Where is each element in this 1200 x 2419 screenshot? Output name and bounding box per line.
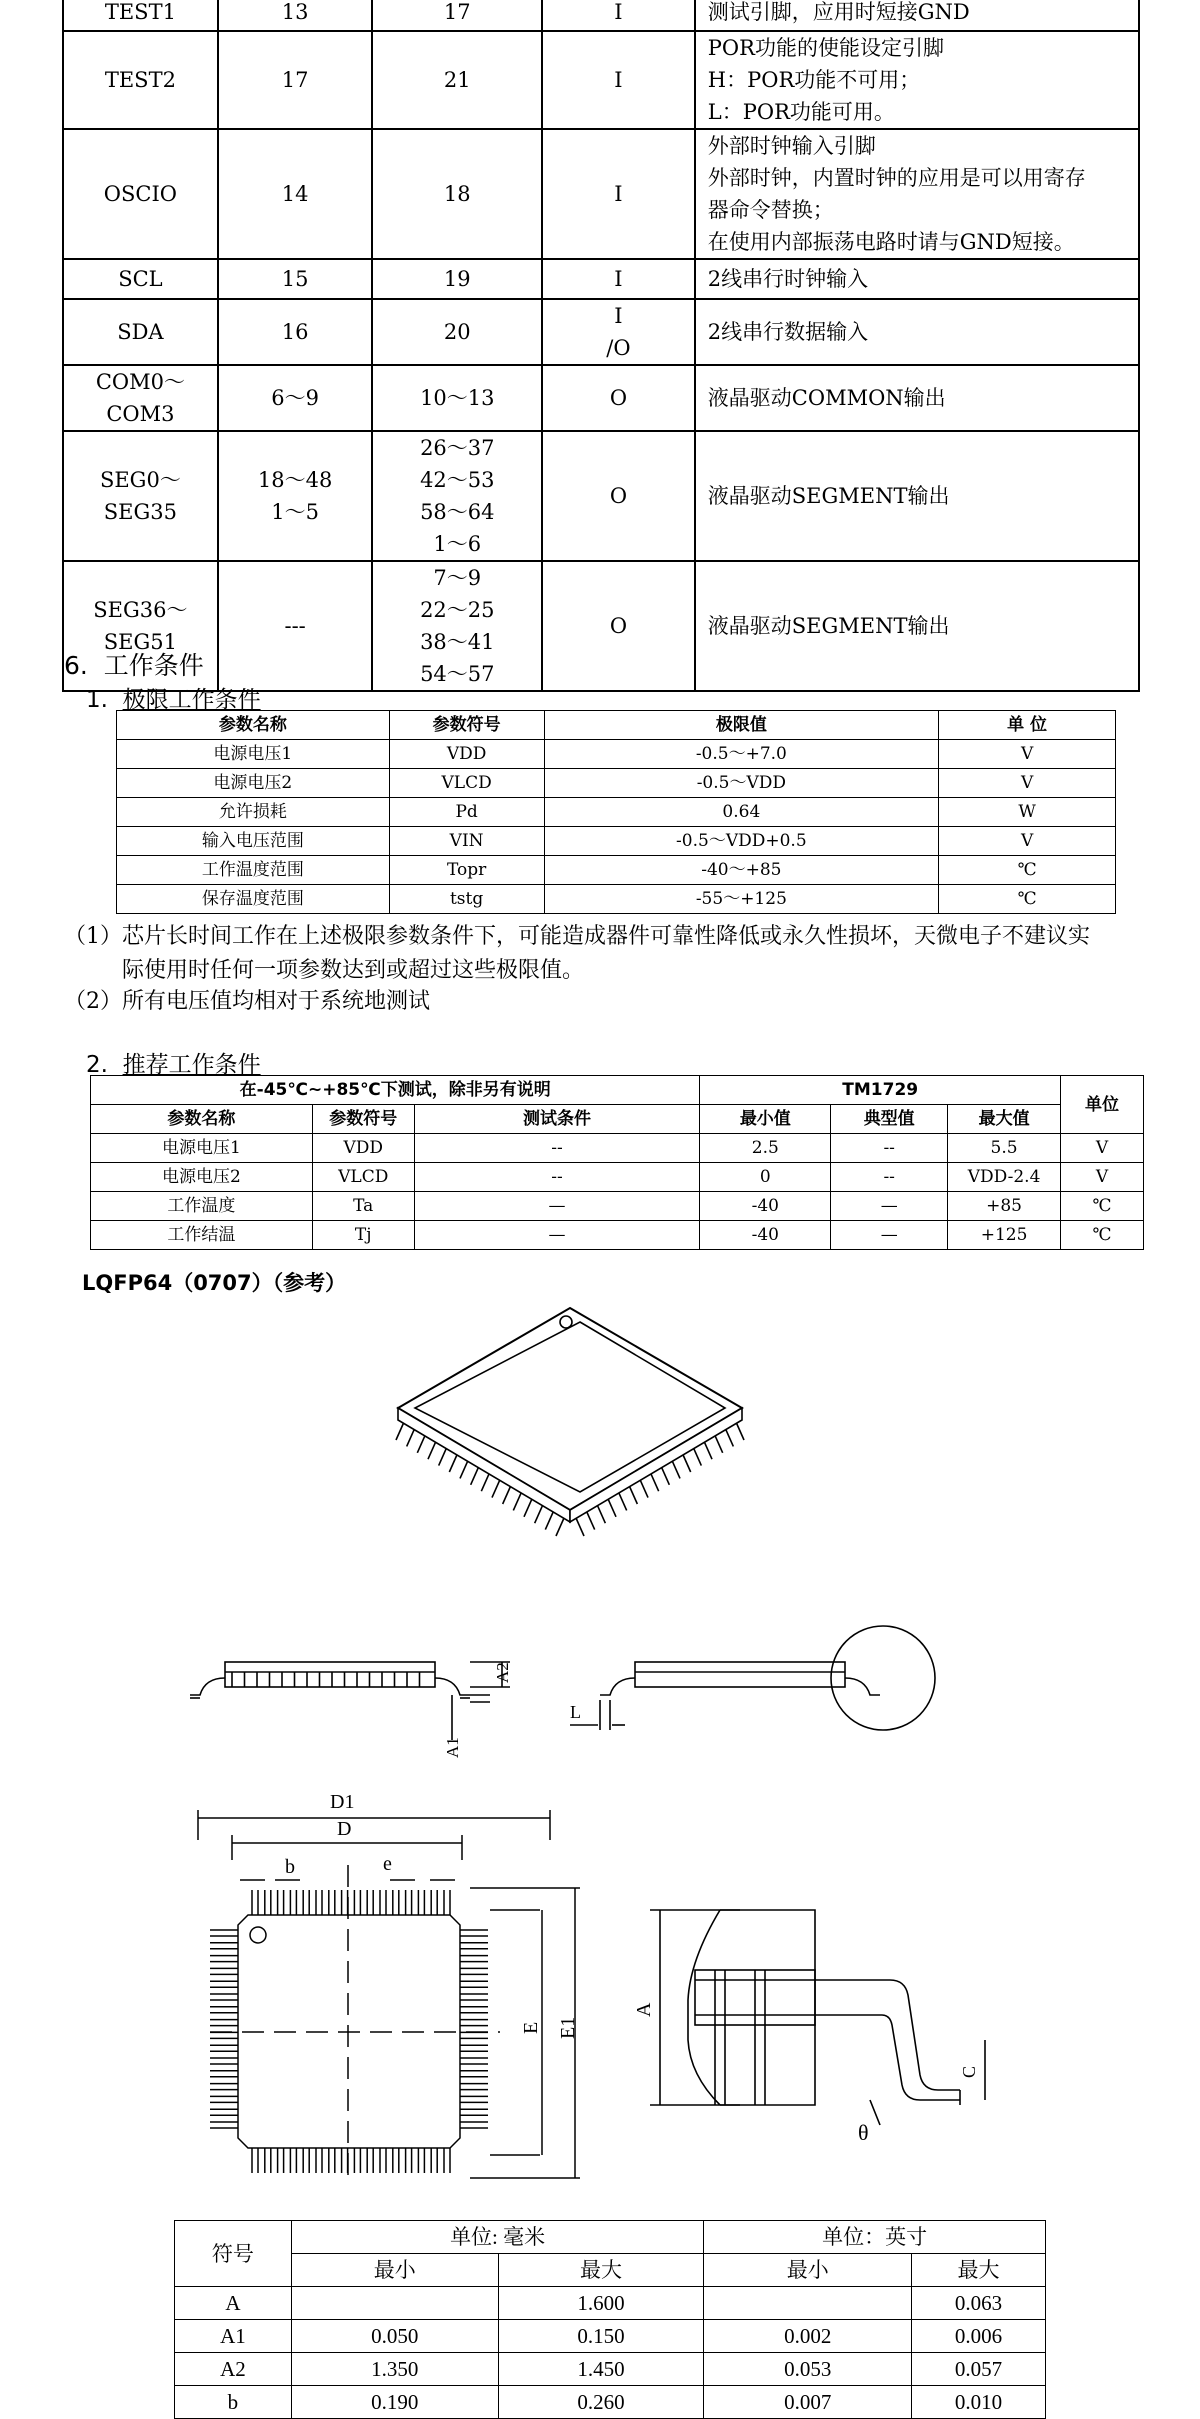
limit-cell: -55～+125 bbox=[544, 885, 939, 914]
rec-cell: 2.5 bbox=[700, 1134, 831, 1163]
pin-cell-a bbox=[218, 561, 373, 691]
pin-cell-name bbox=[63, 31, 218, 129]
cell-text: 10～13 bbox=[420, 386, 495, 410]
limit-cell: ℃ bbox=[939, 856, 1116, 885]
label-A2: A2 bbox=[493, 1662, 512, 1683]
pin-cell-desc bbox=[695, 561, 1139, 691]
rec-condition: 在-45℃~+85℃下测试，除非另有说明 bbox=[91, 1076, 700, 1105]
pin-cell-name bbox=[63, 259, 218, 299]
desc-line: 在使用内部振荡电路时请与GND短接。 bbox=[707, 230, 1075, 254]
subsection-heading-2: 2. 推荐工作条件 bbox=[86, 1052, 261, 1078]
cell-text: SEG35 bbox=[103, 500, 177, 524]
table-row bbox=[175, 2287, 1046, 2320]
rec-cell: Tj bbox=[312, 1221, 414, 1250]
pin-cell-name bbox=[63, 299, 218, 365]
cell-text: O bbox=[609, 484, 628, 508]
limit-cell: -0.5～+7.0 bbox=[544, 740, 939, 769]
table-row bbox=[91, 1192, 1144, 1221]
table-row bbox=[63, 129, 1139, 259]
pin-cell-desc bbox=[695, 365, 1139, 431]
pin-cell-a bbox=[218, 259, 373, 299]
cell-text: /O bbox=[606, 336, 631, 360]
cell-text: 20 bbox=[443, 320, 471, 344]
label-C: C bbox=[959, 2065, 979, 2078]
cell-text: 58～64 bbox=[420, 500, 495, 524]
dim-max-header: 最大 bbox=[912, 2254, 1046, 2287]
lead-profile-view bbox=[620, 1900, 1010, 2160]
cell-text: 54～57 bbox=[420, 662, 495, 686]
pin-cell-b bbox=[372, 0, 542, 31]
desc-line: H：POR功能不可用； bbox=[707, 68, 921, 92]
cell-text: O bbox=[609, 386, 628, 410]
dim-cell: 1.350 bbox=[291, 2353, 498, 2386]
cell-text: O bbox=[609, 614, 628, 638]
table-row bbox=[63, 561, 1139, 691]
dimension-table bbox=[174, 2220, 1046, 2419]
cell-text: COM0～COM3 bbox=[95, 370, 185, 426]
table-row bbox=[63, 0, 1139, 31]
limit-cell: 保存温度范围 bbox=[117, 885, 390, 914]
limit-cell: 电源电压2 bbox=[117, 769, 390, 798]
label-theta: θ bbox=[858, 2120, 869, 2145]
dim-max-header: 最大 bbox=[498, 2254, 704, 2287]
pin-cell-a bbox=[218, 31, 373, 129]
pin-cell-io bbox=[542, 259, 695, 299]
limit-cell: VDD bbox=[389, 740, 544, 769]
cell-text: 42～53 bbox=[420, 468, 495, 492]
dim-cell: 1.600 bbox=[498, 2287, 704, 2320]
cell-text: I bbox=[614, 267, 623, 291]
cell-text: 22～25 bbox=[420, 598, 495, 622]
limit-cell: V bbox=[939, 827, 1116, 856]
note-1: （1）芯片长时间工作在上述极限参数条件下，可能造成器件可靠性降低或永久性损坏，天微电子不建议实 际使用时任何一项参数达到或超过这些极限值。 bbox=[64, 924, 1091, 983]
limit-cell: V bbox=[939, 769, 1116, 798]
cell-text: 1～6 bbox=[433, 532, 482, 556]
table-row bbox=[63, 431, 1139, 561]
desc-line: 2线串行时钟输入 bbox=[707, 267, 869, 291]
pin-cell-a bbox=[218, 129, 373, 259]
dim-cell: 0.057 bbox=[912, 2353, 1046, 2386]
label-E: E bbox=[520, 2021, 542, 2034]
package-side-view bbox=[180, 1640, 520, 1760]
cell-text: SEG36～ bbox=[93, 598, 188, 622]
rec-cell: ℃ bbox=[1061, 1221, 1144, 1250]
desc-line: 液晶驱动SEGMENT输出 bbox=[707, 614, 950, 638]
dim-cell: 0.063 bbox=[912, 2287, 1046, 2320]
rec-cell: -40 bbox=[700, 1192, 831, 1221]
table-row bbox=[117, 856, 1116, 885]
pin-cell-io bbox=[542, 561, 695, 691]
desc-line: L：POR功能可用。 bbox=[707, 100, 895, 124]
rec-cell: 工作结温 bbox=[91, 1221, 313, 1250]
cell-text: TEST1 bbox=[104, 0, 176, 24]
pin-cell-name bbox=[63, 129, 218, 259]
cell-text: 18～48 bbox=[257, 468, 333, 492]
pin-cell-io bbox=[542, 129, 695, 259]
desc-line: 液晶驱动SEGMENT输出 bbox=[707, 484, 950, 508]
dim-min-header: 最小 bbox=[291, 2254, 498, 2287]
pin-cell-io bbox=[542, 431, 695, 561]
dim-cell: b bbox=[175, 2386, 292, 2419]
rec-header: 参数符号 bbox=[312, 1105, 414, 1134]
cell-text: 17 bbox=[443, 0, 471, 24]
table-row bbox=[117, 769, 1116, 798]
desc-line: POR功能的使能设定引脚 bbox=[707, 36, 944, 60]
dim-cell: 0.050 bbox=[291, 2320, 498, 2353]
limit-cell: 允许损耗 bbox=[117, 798, 390, 827]
cell-text: --- bbox=[284, 614, 306, 638]
rec-cell: -40 bbox=[700, 1221, 831, 1250]
dim-symbol-header: 符号 bbox=[175, 2221, 292, 2287]
pin-cell-b bbox=[372, 561, 542, 691]
table-row bbox=[91, 1163, 1144, 1192]
rec-cell: -- bbox=[414, 1134, 700, 1163]
subsection-heading: 1. 极限工作条件 bbox=[86, 687, 261, 713]
rec-cell: Ta bbox=[312, 1192, 414, 1221]
limit-cell: V bbox=[939, 740, 1116, 769]
rec-part: TM1729 bbox=[700, 1076, 1061, 1105]
limit-cell: tstg bbox=[389, 885, 544, 914]
pin-cell-io bbox=[542, 0, 695, 31]
rec-cell: -- bbox=[414, 1163, 700, 1192]
package-side-view-2 bbox=[550, 1620, 950, 1770]
pin-cell-b bbox=[372, 365, 542, 431]
limit-cell: 0.64 bbox=[544, 798, 939, 827]
rec-cell: 工作温度 bbox=[91, 1192, 313, 1221]
rec-cell: 电源电压1 bbox=[91, 1134, 313, 1163]
table-row bbox=[91, 1076, 1144, 1105]
cell-text: I bbox=[614, 68, 623, 92]
pin-cell-a bbox=[218, 431, 373, 561]
dim-cell: 1.450 bbox=[498, 2353, 704, 2386]
label-A: A bbox=[633, 2002, 655, 2017]
pin-cell-a bbox=[218, 0, 373, 31]
limit-cell: VLCD bbox=[389, 769, 544, 798]
rec-cell: V bbox=[1061, 1163, 1144, 1192]
limit-header: 极限值 bbox=[544, 711, 939, 740]
pin-cell-b bbox=[372, 259, 542, 299]
dim-cell: 0.260 bbox=[498, 2386, 704, 2419]
cell-text: TEST2 bbox=[104, 68, 176, 92]
limit-cell: ℃ bbox=[939, 885, 1116, 914]
rec-cell: -- bbox=[831, 1163, 948, 1192]
cell-text: I bbox=[614, 304, 623, 328]
rec-cell: V bbox=[1061, 1134, 1144, 1163]
limit-cell: VIN bbox=[389, 827, 544, 856]
table-row bbox=[175, 2386, 1046, 2419]
pin-cell-io bbox=[542, 31, 695, 129]
dim-cell: 0.053 bbox=[704, 2353, 912, 2386]
cell-text: 18 bbox=[443, 182, 471, 206]
cell-text: 1～5 bbox=[271, 500, 319, 524]
table-row bbox=[117, 798, 1116, 827]
cell-text: 26～37 bbox=[420, 436, 495, 460]
rec-header: 参数名称 bbox=[91, 1105, 313, 1134]
pin-cell-b bbox=[372, 299, 542, 365]
pin-cell-a bbox=[218, 365, 373, 431]
dim-cell: 0.007 bbox=[704, 2386, 912, 2419]
desc-line: 测试引脚，应用时短接GND bbox=[707, 0, 970, 24]
note-2: （2）所有电压值均相对于系统地测试 bbox=[64, 989, 431, 1014]
rec-header: 典型值 bbox=[831, 1105, 948, 1134]
rec-cell: +125 bbox=[948, 1221, 1061, 1250]
label-A1: A1 bbox=[443, 1737, 462, 1758]
dim-cell: A2 bbox=[175, 2353, 292, 2386]
table-row bbox=[117, 885, 1116, 914]
table-row bbox=[91, 1105, 1144, 1134]
limit-cell: Topr bbox=[389, 856, 544, 885]
cell-text: OSCIO bbox=[103, 182, 177, 206]
rec-cell: +85 bbox=[948, 1192, 1061, 1221]
limit-cell: 输入电压范围 bbox=[117, 827, 390, 856]
rec-cell: — bbox=[831, 1221, 948, 1250]
rec-cell: — bbox=[831, 1192, 948, 1221]
table-row bbox=[117, 827, 1116, 856]
cell-text: 6～9 bbox=[271, 386, 319, 410]
dim-cell: A1 bbox=[175, 2320, 292, 2353]
limit-header: 单 位 bbox=[939, 711, 1116, 740]
pin-cell-name bbox=[63, 0, 218, 31]
table-row bbox=[63, 299, 1139, 365]
pin-cell-name bbox=[63, 431, 218, 561]
cell-text: I bbox=[614, 0, 623, 24]
desc-line: 液晶驱动COMMON输出 bbox=[707, 386, 946, 410]
dim-cell: 0.150 bbox=[498, 2320, 704, 2353]
pin-cell-desc bbox=[695, 129, 1139, 259]
limit-cell: -40～+85 bbox=[544, 856, 939, 885]
table-row bbox=[175, 2320, 1046, 2353]
cell-text: SDA bbox=[117, 320, 164, 344]
table-row bbox=[63, 31, 1139, 129]
dim-cell bbox=[291, 2287, 498, 2320]
dim-cell bbox=[704, 2287, 912, 2320]
pin-cell-desc bbox=[695, 431, 1139, 561]
rec-cell: 5.5 bbox=[948, 1134, 1061, 1163]
rec-header: 最小值 bbox=[700, 1105, 831, 1134]
label-e: e bbox=[383, 1853, 392, 1875]
dim-min-header: 最小 bbox=[704, 2254, 912, 2287]
limit-header: 参数符号 bbox=[389, 711, 544, 740]
rec-unit: 单位 bbox=[1061, 1076, 1144, 1134]
cell-text: SEG51 bbox=[103, 630, 177, 654]
label-D: D bbox=[337, 1818, 352, 1840]
cell-text: 21 bbox=[443, 68, 471, 92]
pin-cell-desc bbox=[695, 31, 1139, 129]
table-row bbox=[117, 740, 1116, 769]
package-top-view bbox=[190, 1780, 590, 2200]
rec-cell: VLCD bbox=[312, 1163, 414, 1192]
label-b: b bbox=[285, 1856, 295, 1878]
dim-cell: 0.006 bbox=[912, 2320, 1046, 2353]
rec-cell: — bbox=[414, 1221, 700, 1250]
limit-cell: Pd bbox=[389, 798, 544, 827]
cell-text: I bbox=[614, 182, 623, 206]
pin-cell-b bbox=[372, 129, 542, 259]
pin-cell-io bbox=[542, 299, 695, 365]
cell-text: 15 bbox=[281, 267, 309, 291]
dim-cell: 0.010 bbox=[912, 2386, 1046, 2419]
rec-cell: VDD-2.4 bbox=[948, 1163, 1061, 1192]
rec-header: 最大值 bbox=[948, 1105, 1061, 1134]
cell-text: SCL bbox=[118, 267, 163, 291]
package-title: LQFP64（0707）（参考） bbox=[82, 1271, 347, 1295]
rec-cell: 电源电压2 bbox=[91, 1163, 313, 1192]
pin-cell-desc bbox=[695, 299, 1139, 365]
section-heading: 6. 工作条件 bbox=[64, 651, 204, 680]
dim-cell: A bbox=[175, 2287, 292, 2320]
cell-text: SEG0～ bbox=[99, 468, 181, 492]
table-row bbox=[175, 2353, 1046, 2386]
table-row bbox=[63, 259, 1139, 299]
pin-table bbox=[62, 0, 1140, 692]
table-row bbox=[91, 1134, 1144, 1163]
table-row bbox=[91, 1221, 1144, 1250]
limit-cell: 工作温度范围 bbox=[117, 856, 390, 885]
limit-table bbox=[116, 710, 1116, 914]
limit-cell: -0.5～VDD bbox=[544, 769, 939, 798]
cell-text: 17 bbox=[281, 68, 309, 92]
rec-cell: 0 bbox=[700, 1163, 831, 1192]
cell-text: 19 bbox=[443, 267, 471, 291]
rec-cell: VDD bbox=[312, 1134, 414, 1163]
pin-cell-b bbox=[372, 431, 542, 561]
cell-text: 38～41 bbox=[420, 630, 495, 654]
cell-text: 7～9 bbox=[433, 566, 482, 590]
limit-header: 参数名称 bbox=[117, 711, 390, 740]
recommended-table bbox=[90, 1075, 1144, 1250]
pin-cell-name bbox=[63, 365, 218, 431]
rec-cell: -- bbox=[831, 1134, 948, 1163]
label-D1: D1 bbox=[330, 1791, 355, 1813]
dim-cell: 0.002 bbox=[704, 2320, 912, 2353]
pin-cell-desc bbox=[695, 259, 1139, 299]
pin-cell-io bbox=[542, 365, 695, 431]
label-E1: E1 bbox=[557, 2016, 579, 2039]
dim-inch-header: 单位：英寸 bbox=[704, 2221, 1046, 2254]
pin-cell-desc bbox=[695, 0, 1139, 31]
desc-line: 外部时钟，内置时钟的应用是可以用寄存 bbox=[707, 166, 1086, 190]
pin-cell-a bbox=[218, 299, 373, 365]
desc-line: 外部时钟输入引脚 bbox=[707, 134, 876, 158]
dim-cell: 0.190 bbox=[291, 2386, 498, 2419]
rec-cell: — bbox=[414, 1192, 700, 1221]
dim-mm-header: 单位: 毫米 bbox=[291, 2221, 704, 2254]
table-row bbox=[63, 365, 1139, 431]
label-L: L bbox=[570, 1702, 581, 1722]
limit-cell: 电源电压1 bbox=[117, 740, 390, 769]
rec-cell: ℃ bbox=[1061, 1192, 1144, 1221]
limit-cell: -0.5～VDD+0.5 bbox=[544, 827, 939, 856]
desc-line: 器命令替换； bbox=[707, 198, 834, 222]
desc-line: 2线串行数据输入 bbox=[707, 320, 869, 344]
limit-cell: W bbox=[939, 798, 1116, 827]
package-3d-view bbox=[390, 1300, 760, 1550]
cell-text: 16 bbox=[281, 320, 309, 344]
rec-header: 测试条件 bbox=[414, 1105, 700, 1134]
pin-cell-b bbox=[372, 31, 542, 129]
cell-text: 14 bbox=[281, 182, 309, 206]
cell-text: 13 bbox=[281, 0, 309, 24]
